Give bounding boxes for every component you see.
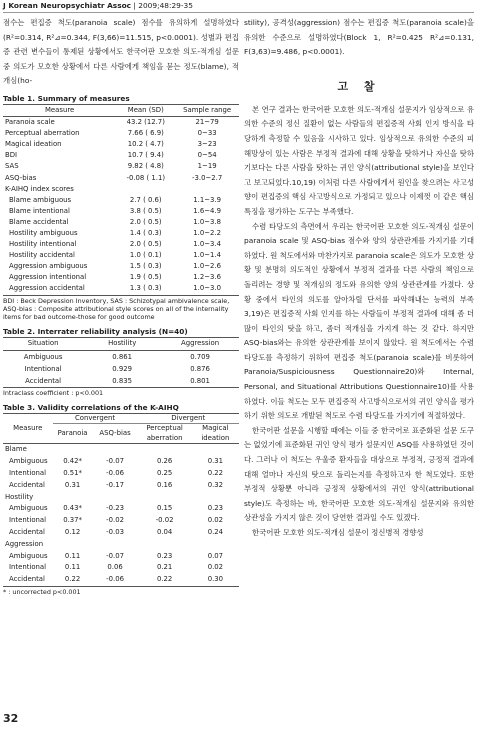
- mean-sd-cell: [116, 184, 175, 195]
- correlation-cell: -0.17: [106, 480, 124, 489]
- measure-cell: Hostility intentional: [9, 240, 77, 249]
- left-paragraph: 점수는 편집증 척도(paranoia scale) 점수를 유의하게 설명하였다(R²=0.314, R²⊿=0.344, F(3,66)=11.515, p<0.0001). 성별과 편집증 관련 변수들이 통제된 상황에서도 한국어판 모호한 의도-적개심 설문 중 의도가 모호한 상황에서 다른 사람에게 책임을 묻는 정도(blame), 적개심(ho-: [3, 18, 239, 86]
- table-row: [3, 503, 239, 515]
- sample-range-cell: 21~79: [195, 118, 219, 127]
- situation-cell: Accidental: [3, 574, 53, 586]
- situation-cell: Ambiguous: [9, 504, 48, 513]
- col-header-situation: Situation: [3, 338, 83, 350]
- table-2: [3, 326, 239, 396]
- measure-cell: Aggression intentional: [9, 273, 87, 282]
- correlation-cell: 0.22: [207, 468, 224, 477]
- discussion-paragraph-1: 본 연구 결과는 한국어판 모호한 의도-적개심 설문지가 임상적으로 유의한 수준의 정신 질환이 없는 사람들의 편집증적 사회 인지 방식을 타당하게 측정할 수 있음을 시사하고 있다. 임상적으로 유의한 수준의 피해망상이 있는 사람은 부정적 결과에 대해 상황을 탓하거나 자신을 탓하기보다는 다른 사람을 탓하는 귀인 양식(attributional style)을 보인다고 보고되었다.10,19) 이처럼 다른 사람에게서 원인을 찾으려는 사고성향이 편집증의 핵심 사고방식으로 가정되고 있으나 이제껏 이 같은 핵심 특징을 평가하는 도구는 부족했다.: [244, 104, 474, 216]
- situation-cell: Ambiguous: [23, 352, 63, 361]
- table-2-caption: Table 2. Interrater reliability analysis (N=40): [3, 327, 188, 337]
- mean-sd-cell: 2.0 ( 0.5): [129, 240, 162, 249]
- measure-cell: K-AIHQ index scores: [5, 184, 74, 193]
- table-row: [3, 468, 239, 480]
- measure-cell: Hostility ambiguous: [9, 229, 78, 237]
- correlation-cell: 0.12: [64, 527, 81, 536]
- mean-sd-cell: -0.08 ( 1.1): [126, 173, 166, 182]
- correlation-cell: 0.37*: [63, 516, 82, 525]
- sample-range-cell: 1.6~4.9: [193, 206, 221, 215]
- correlation-cell: 0.02: [207, 563, 224, 572]
- mean-sd-cell: 3.8 ( 0.5): [129, 206, 162, 215]
- situation-cell: Ambiguous: [9, 457, 48, 466]
- col-header-aggression: Aggression: [161, 338, 239, 350]
- situation-cell: Ambiguous: [9, 551, 48, 560]
- running-header: [3, 1, 474, 13]
- table-row: [3, 551, 239, 563]
- table-row: [3, 250, 239, 261]
- correlation-cell: 0.31: [64, 480, 81, 489]
- correlation-cell: 0.07: [207, 551, 224, 560]
- correlation-cell: 0.15: [156, 504, 173, 513]
- correlation-cell: 0.30: [192, 574, 239, 586]
- table-row: [3, 261, 239, 272]
- mean-sd-cell: 1.4 ( 0.3): [129, 229, 162, 237]
- situation-cell: Intentional: [9, 468, 47, 477]
- col-group-convergent: Convergent: [53, 413, 138, 424]
- mean-sd-cell: 10.2 ( 4.7): [127, 140, 164, 149]
- journal-volume: 2009;48:29-35: [138, 1, 193, 10]
- measure-cell: Perceptual aberration: [5, 129, 80, 138]
- sample-range-cell: 1.0~2.6: [193, 262, 221, 271]
- correlation-cell: 0.32: [207, 480, 224, 489]
- page-number: 32: [3, 712, 19, 725]
- group-label: Blame: [5, 445, 27, 454]
- situation-cell: Accidental: [9, 480, 45, 489]
- value-cell: 0.801: [161, 375, 239, 388]
- sample-range-cell: 1.0~1.4: [193, 251, 221, 260]
- col-header-perceptual-aberration: Perceptual aberration: [137, 424, 191, 444]
- table-row: [3, 206, 239, 217]
- correlation-cell: -0.03: [106, 527, 124, 536]
- measure-cell: ASQ-bias: [5, 173, 37, 182]
- correlation-cell: 0.42*: [63, 457, 82, 466]
- mean-sd-cell: 2.7 ( 0.6): [129, 195, 162, 204]
- header-separator: |: [131, 1, 139, 10]
- table-row: [3, 184, 239, 195]
- col-header-hostility: Hostility: [83, 338, 161, 350]
- correlation-cell: -0.06: [93, 574, 138, 586]
- sample-range-cell: 1.2~3.6: [193, 273, 221, 282]
- measure-cell: Blame ambiguous: [9, 195, 72, 204]
- mean-sd-cell: 1.5 ( 0.3): [129, 262, 162, 271]
- validity-correlations-table: [3, 413, 239, 587]
- table-1-note: BDI : Beck Depression Inventory, SAS : Schizotypal ambivalence scale, ASQ-bias : Composite attributional style scores on all of the internality items for bad outcome-those for good outcome: [3, 296, 230, 322]
- table-3: [3, 402, 239, 596]
- table-1: [3, 93, 239, 321]
- correlation-cell: 0.22: [137, 574, 191, 586]
- col-header-measure: Measure: [3, 413, 53, 444]
- col-group-divergent: Divergent: [137, 413, 239, 424]
- mean-sd-cell: 43.2 (12.7): [126, 118, 165, 127]
- situation-cell: Intentional: [24, 364, 62, 373]
- correlation-cell: 0.51*: [63, 468, 82, 477]
- table-1-caption: Table 1. Summary of measures: [3, 93, 130, 103]
- correlation-cell: -0.02: [155, 516, 174, 525]
- right-column: [244, 16, 474, 541]
- table-row: [3, 195, 239, 206]
- section-title-discussion: 고 찰: [337, 79, 381, 93]
- correlation-cell: 0.23: [156, 551, 173, 560]
- interrater-reliability-table: [3, 337, 239, 387]
- measure-cell: Blame accidental: [9, 217, 69, 226]
- col-header-range: Sample range: [175, 104, 239, 116]
- table-row: [3, 161, 239, 172]
- sample-range-cell: 1.0~3.0: [175, 283, 239, 295]
- correlation-cell: 0.02: [207, 516, 224, 525]
- table-row: [3, 562, 239, 574]
- group-row: [3, 492, 239, 504]
- correlation-cell: 0.11: [64, 551, 81, 560]
- correlation-cell: -0.06: [106, 468, 124, 477]
- situation-cell: Accidental: [3, 375, 83, 388]
- col-header-magical-ideation: Magical ideation: [192, 424, 239, 444]
- correlation-cell: -0.07: [106, 551, 124, 560]
- sample-range-cell: 1~19: [197, 162, 217, 171]
- discussion-paragraph-3: 한국어판 설문을 시행할 때에는 이들 중 한국어로 표준화된 설문 도구는 없었기에 표준화된 귀인 양식 평가 설문지인 ASQ를 사용하였던 것이다. 그러나 이 척도는 우울증 환자들을 대상으로 부정적, 긍정적 결과에 대해 얼마나 자신의 탓으로 돌리는지를 측정하고자 한 척도였다. 또한 부정적 상황뿐 아니라 긍정적 상황에서의 귀인 양식(attributional style)도 측정하는 바, 한국어판 모호한 의도-적개심 설문지와 유의한 상관성을 가지지 않은 것이 당연한 결과일 수도 있겠다.: [244, 425, 474, 523]
- group-label: Hostility: [5, 492, 34, 501]
- col-header-paranoia: Paranoia: [53, 424, 93, 444]
- mean-sd-cell: 7.66 ( 6.9): [127, 129, 164, 138]
- situation-cell: Accidental: [9, 527, 45, 536]
- correlation-cell: 0.31: [207, 457, 224, 466]
- value-cell: 0.835: [83, 375, 161, 388]
- measure-cell: Aggression ambiguous: [9, 262, 88, 271]
- mean-sd-cell: 1.9 ( 0.5): [129, 273, 162, 282]
- group-row: [3, 444, 239, 456]
- sample-range-cell: 3~23: [197, 140, 217, 149]
- sample-range-cell: [175, 184, 239, 195]
- sample-range-cell: 1.0~3.4: [193, 240, 221, 249]
- table-row: [3, 350, 239, 363]
- mean-sd-cell: 2.0 ( 0.5): [129, 217, 162, 226]
- measure-cell: BDI: [5, 151, 18, 160]
- table-row: [3, 117, 239, 129]
- measure-cell: Hostility accidental: [9, 251, 75, 260]
- table-row: [3, 527, 239, 539]
- correlation-cell: 0.04: [156, 527, 173, 536]
- correlation-cell: 0.23: [207, 504, 224, 513]
- table-row: [3, 272, 239, 283]
- sample-range-cell: 1.0~2.2: [193, 229, 221, 237]
- value-cell: 0.861: [112, 352, 133, 361]
- correlation-cell: 0.21: [156, 563, 173, 572]
- table-3-caption: Table 3. Validity correlations of the K-AIHQ: [3, 402, 179, 412]
- group-label: Aggression: [5, 539, 44, 548]
- mean-sd-cell: 9.82 ( 4.8): [127, 162, 164, 171]
- correlation-cell: -0.23: [106, 504, 124, 513]
- mean-sd-cell: 10.7 ( 9.4): [127, 151, 164, 160]
- group-row: [3, 539, 239, 551]
- table-row: [3, 128, 239, 139]
- table-row: [3, 217, 239, 228]
- table-row: [3, 139, 239, 150]
- table-row: [3, 480, 239, 492]
- right-paragraph-continued: stility), 공격성(aggression) 점수는 편집증 척도(paranoia scale)을 유의한 수준으로 설명하였다(Block 1, R²=0.425 R²⊿=0.131, F(3,63)=9.486, p<0.0001).: [244, 18, 474, 57]
- table-row: [3, 515, 239, 527]
- correlation-cell: 0.22: [53, 574, 93, 586]
- table-row: [3, 375, 239, 388]
- situation-cell: Intentional: [9, 516, 47, 525]
- table-row: [3, 239, 239, 250]
- correlation-cell: 0.11: [64, 563, 81, 572]
- table-row: [3, 363, 239, 375]
- correlation-cell: 0.43*: [63, 504, 82, 513]
- sample-range-cell: 0~33: [197, 129, 217, 138]
- table-row: [3, 150, 239, 161]
- col-header-mean: Mean (SD): [116, 104, 175, 116]
- correlation-cell: 0.06: [107, 563, 123, 572]
- table-2-note: Intraclass coefficient : p<0.001: [3, 388, 104, 397]
- correlation-cell: -0.07: [106, 457, 124, 466]
- table-row: [3, 456, 239, 468]
- situation-cell: Intentional: [9, 563, 47, 572]
- value-cell: 0.876: [190, 364, 210, 373]
- sample-range-cell: 1.1~3.9: [193, 195, 221, 204]
- mean-sd-cell: 1.0 ( 0.1): [129, 251, 162, 260]
- correlation-cell: -0.02: [106, 516, 124, 525]
- summary-of-measures-table: [3, 104, 239, 296]
- correlation-cell: 0.26: [156, 457, 173, 466]
- correlation-cell: 0.24: [207, 527, 224, 536]
- mean-sd-cell: 1.3 ( 0.3): [116, 283, 175, 295]
- measure-cell: Blame intentional: [9, 206, 70, 215]
- journal-name: J Korean Neuropsychiatr Assoc: [3, 1, 132, 10]
- sample-range-cell: 0~54: [197, 151, 217, 160]
- left-column: [3, 16, 239, 596]
- sample-range-cell: -3.0~2.7: [192, 173, 223, 182]
- table-row: [3, 173, 239, 184]
- table-row: [3, 228, 239, 239]
- measure-cell: Aggression accidental: [3, 283, 116, 295]
- discussion-paragraph-4: 한국어판 모호한 의도-적개심 설문이 정신병적 경향성: [252, 528, 424, 537]
- col-header-measure: Measure: [3, 104, 116, 116]
- discussion-paragraph-2: 수렴 타당도의 측면에서 우리는 한국어판 모호한 의도-적개심 설문이 paranoia scale 및 ASQ-bias 점수와 양의 상관관계를 가지기를 기대하였다. 원 척도에서와 마찬가지로 paranoia scale은 의도가 모호한 상황 및 분명히 의도적인 상황에서 부정적 결과를 다른 사람의 책임으로 돌리려는 경향 및 적개심의 정도와 유의한 양의 상관관계를 가졌다. 상황 중에서 타인의 의도를 알아차릴 단서를 파악해내는 능력의 부족3,19)은 편집증적 사회 인지를 하는 사람들이 부정적 결과에 대해 좀 더 많이 타인의 탓을 하고, 좀더 적개심을 가지게 하는 것 같다. 하지만 ASQ-bias와는 유의한 상관관계를 보이지 않았다. 원 척도에서는 수렴 타당도를 측정하기 위하여 편집증 척도(paranoia scale)를 비롯하여 Paranoia/Suspiciousness Questionnaire20)와 Internal, Personal, and Situational Attributions Questionnaire10)를 사용하였다. 이들 척도는 모두 편집증적 사고방식으로서의 귀인 양식을 평가하기 위한 의도로 개발된 척도로 수렴 타당도를 가지기에 적절하였다.: [244, 221, 474, 421]
- value-cell: 0.929: [112, 364, 133, 373]
- correlation-cell: 0.16: [156, 480, 173, 489]
- measure-cell: Magical ideation: [5, 140, 62, 149]
- table-row: [3, 574, 239, 586]
- measure-cell: Paranoia scale: [5, 118, 55, 127]
- measure-cell: SAS: [5, 162, 19, 171]
- correlation-cell: 0.25: [156, 468, 173, 477]
- table-row: [3, 283, 239, 295]
- sample-range-cell: 1.0~3.8: [193, 217, 221, 226]
- value-cell: 0.709: [190, 352, 210, 361]
- col-header-asq-bias: ASQ-bias: [93, 424, 138, 444]
- table-3-note: * : uncorrected p<0.001: [3, 587, 81, 596]
